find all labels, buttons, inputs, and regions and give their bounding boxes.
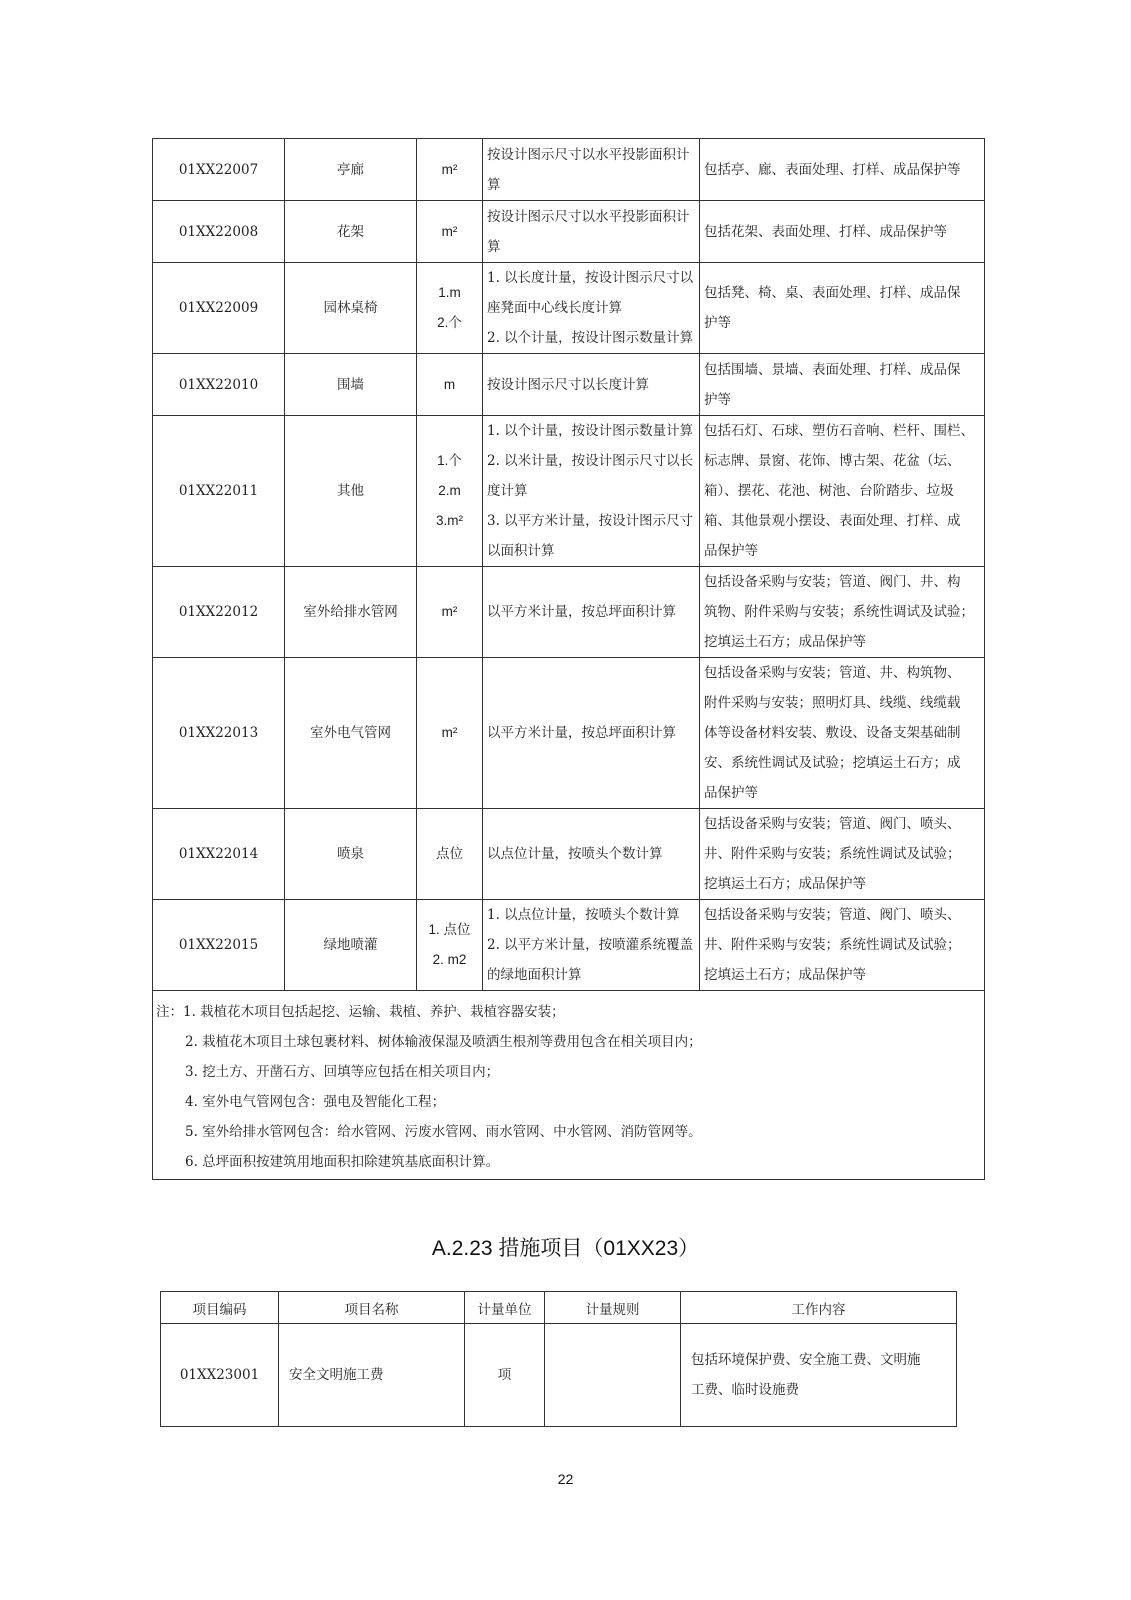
header-work: 工作内容 [681, 1292, 957, 1324]
item-unit [417, 658, 483, 809]
rule-line: 按设计图示尺寸以长度计算 [487, 376, 649, 393]
work-line: 包括设备采购与安装；管道、阀门、井、构 [704, 574, 961, 590]
rule-line: 以面积计算 [487, 543, 555, 559]
item-work [700, 900, 985, 991]
items-table-measures [160, 1291, 957, 1427]
note-line: 6. 总坪面积按建筑用地面积扣除建筑基底面积计算。 [185, 1154, 500, 1170]
item-name: 室外给排水管网 [285, 567, 417, 658]
unit-line: 1.m [438, 285, 461, 300]
work-line: 包括凳、椅、桌、表面处理、打样、成品保 [704, 285, 961, 301]
item-work [700, 139, 985, 201]
item-rule [483, 658, 700, 809]
item-work [700, 354, 985, 416]
rule-line: 以点位计量，按喷头个数计算 [487, 846, 663, 862]
work-line: 体等设备材料安装、敷设、设备支架基础制 [704, 725, 961, 741]
table-row [161, 1324, 957, 1427]
item-code: 01XX22008 [153, 201, 285, 263]
work-line: 包括石灯、石球、塑仿石音响、栏杆、围栏、 [704, 423, 974, 439]
rule-line: 座凳面中心线长度计算 [487, 300, 622, 316]
item-code: 01XX22007 [153, 139, 285, 201]
work-line: 挖填运土石方；成品保护等 [704, 967, 866, 983]
notes-row [153, 991, 985, 1180]
table-row [153, 354, 985, 416]
rule-line: 以平方米计量，按总坪面积计算 [487, 604, 676, 620]
table-row [153, 658, 985, 809]
unit-line: m² [441, 725, 458, 740]
item-work [681, 1324, 957, 1427]
item-work [700, 201, 985, 263]
rule-line: 度计算 [487, 483, 528, 499]
item-rule [483, 263, 700, 354]
unit-line: m² [441, 604, 458, 619]
note-line: 3. 挖土方、开凿石方、回填等应包括在相关项目内； [185, 1064, 500, 1080]
section-title: A.2.23 措施项目（01XX23） [431, 1237, 700, 1260]
item-rule [545, 1324, 681, 1427]
header-unit: 计量单位 [465, 1292, 545, 1324]
item-unit [417, 201, 483, 263]
rule-line: 算 [487, 176, 501, 193]
item-unit [417, 416, 483, 567]
item-code: 01XX23001 [161, 1324, 279, 1427]
note-line: 5. 室外给排水管网包含：给水管网、污废水管网、雨水管网、中水管网、消防管网等。 [185, 1124, 702, 1140]
work-line: 护等 [704, 391, 731, 408]
work-line: 工费、临时设施费 [691, 1382, 799, 1398]
item-code: 01XX22012 [153, 567, 285, 658]
rule-line: 1. 以个计量，按设计图示数量计算 [487, 423, 694, 439]
table-row [153, 567, 985, 658]
table-row [153, 900, 985, 991]
table-row [153, 416, 985, 567]
table-header-row [161, 1292, 957, 1324]
item-name: 其他 [285, 416, 417, 567]
work-line: 箱、其他景观小摆设、表面处理、打样、成 [704, 513, 961, 529]
work-line: 品保护等 [704, 785, 758, 801]
item-unit [417, 263, 483, 354]
unit-line: 2.m [438, 483, 461, 498]
work-line: 护等 [704, 315, 731, 331]
rule-line: 按设计图示尺寸以水平投影面积计 [487, 208, 690, 225]
item-name: 绿地喷灌 [285, 900, 417, 991]
header-name: 项目名称 [279, 1292, 465, 1324]
work-line: 包括设备采购与安装；管道、阀门、喷头、 [704, 907, 961, 923]
item-name: 亭廊 [285, 139, 417, 201]
item-code: 01XX22011 [153, 416, 285, 567]
item-work [700, 567, 985, 658]
item-work [700, 416, 985, 567]
work-line: 安、系统性调试及试验；挖填运土石方；成 [704, 755, 961, 771]
item-name: 园林桌椅 [285, 263, 417, 354]
item-code: 01XX22014 [153, 809, 285, 900]
table-row [153, 809, 985, 900]
work-line: 挖填运土石方；成品保护等 [704, 876, 866, 892]
unit-line: m² [441, 223, 458, 239]
work-line: 筑物、附件采购与安装；系统性调试及试验； [704, 604, 974, 620]
item-code: 01XX22010 [153, 354, 285, 416]
header-rule: 计量规则 [545, 1292, 681, 1324]
table-row [153, 201, 985, 263]
rule-line: 3. 以平方米计量，按设计图示尺寸 [487, 513, 694, 529]
item-name: 花架 [285, 201, 417, 263]
item-code: 01XX22015 [153, 900, 285, 991]
rule-line: 的绿地面积计算 [487, 967, 582, 983]
rule-line: 按设计图示尺寸以水平投影面积计 [487, 146, 690, 163]
item-work [700, 658, 985, 809]
item-rule [483, 354, 700, 416]
item-unit [417, 809, 483, 900]
note-line: 2. 栽植花木项目土球包裹材料、树体输液保湿及喷洒生根剂等费用包含在相关项目内； [185, 1034, 702, 1050]
item-rule [483, 567, 700, 658]
work-line: 标志牌、景窗、花饰、博古架、花盆（坛、 [704, 453, 961, 469]
work-line: 井、附件采购与安装；系统性调试及试验； [704, 846, 961, 862]
unit-line: m [443, 376, 456, 392]
work-line: 包括设备采购与安装；管道、阀门、喷头、 [704, 816, 961, 832]
work-line: 包括花架、表面处理、打样、成品保护等 [704, 223, 947, 240]
item-rule [483, 809, 700, 900]
item-rule [483, 416, 700, 567]
item-name: 室外电气管网 [285, 658, 417, 809]
table-row [153, 139, 985, 201]
page-number: 22 [557, 1471, 574, 1487]
work-line: 包括亭、廊、表面处理、打样、成品保护等 [704, 161, 961, 178]
item-rule [483, 139, 700, 201]
items-table-landscape [152, 138, 985, 1180]
notes-cell [153, 991, 985, 1180]
item-unit: 项 [465, 1324, 545, 1427]
item-name: 安全文明施工费 [279, 1324, 465, 1427]
rule-line: 1. 以点位计量，按喷头个数计算 [487, 907, 680, 923]
item-code: 01XX22013 [153, 658, 285, 809]
unit-line: 1. 点位 [428, 922, 471, 937]
work-line: 包括设备采购与安装；管道、井、构筑物、 [704, 665, 961, 681]
item-rule [483, 201, 700, 263]
unit-line: 点位 [436, 846, 463, 861]
table-row [153, 263, 985, 354]
item-code: 01XX22009 [153, 263, 285, 354]
work-line: 包括围墙、景墙、表面处理、打样、成品保 [704, 361, 961, 378]
work-line: 箱）、摆花、花池、树池、台阶踏步、垃圾 [704, 483, 954, 499]
unit-line: 2. m2 [432, 952, 467, 967]
item-name: 围墙 [285, 354, 417, 416]
rule-line: 算 [487, 238, 501, 255]
item-unit [417, 139, 483, 201]
unit-line: 2.个 [437, 315, 462, 330]
item-unit [417, 354, 483, 416]
unit-line: 1.个 [437, 453, 462, 468]
work-line: 挖填运土石方；成品保护等 [704, 634, 866, 650]
work-line: 附件采购与安装；照明灯具、线缆、线缆载 [704, 695, 961, 711]
rule-line: 2. 以平方米计量，按喷灌系统覆盖 [487, 937, 694, 953]
item-unit [417, 567, 483, 658]
rule-line: 2. 以米计量，按设计图示尺寸以长 [487, 453, 694, 469]
work-line: 井、附件采购与安装；系统性调试及试验； [704, 937, 961, 953]
unit-line: 3.m² [436, 513, 463, 528]
unit-line: m² [441, 161, 458, 177]
rule-line: 1. 以长度计量，按设计图示尺寸以 [487, 270, 694, 286]
item-name: 喷泉 [285, 809, 417, 900]
items-table-body [153, 139, 985, 1180]
note-line: 注：1. 栽植花木项目包括起挖、运输、栽植、养护、栽植容器安装； [156, 1004, 565, 1020]
rule-line: 以平方米计量，按总坪面积计算 [487, 725, 676, 741]
header-code: 项目编码 [161, 1292, 279, 1324]
item-work [700, 809, 985, 900]
work-line: 品保护等 [704, 543, 758, 559]
item-unit [417, 900, 483, 991]
rule-line: 2. 以个计量，按设计图示数量计算 [487, 330, 694, 346]
work-line: 包括环境保护费、安全施工费、文明施 [691, 1352, 921, 1368]
note-line: 4. 室外电气管网包含：强电及智能化工程； [185, 1094, 446, 1110]
item-work [700, 263, 985, 354]
item-rule [483, 900, 700, 991]
